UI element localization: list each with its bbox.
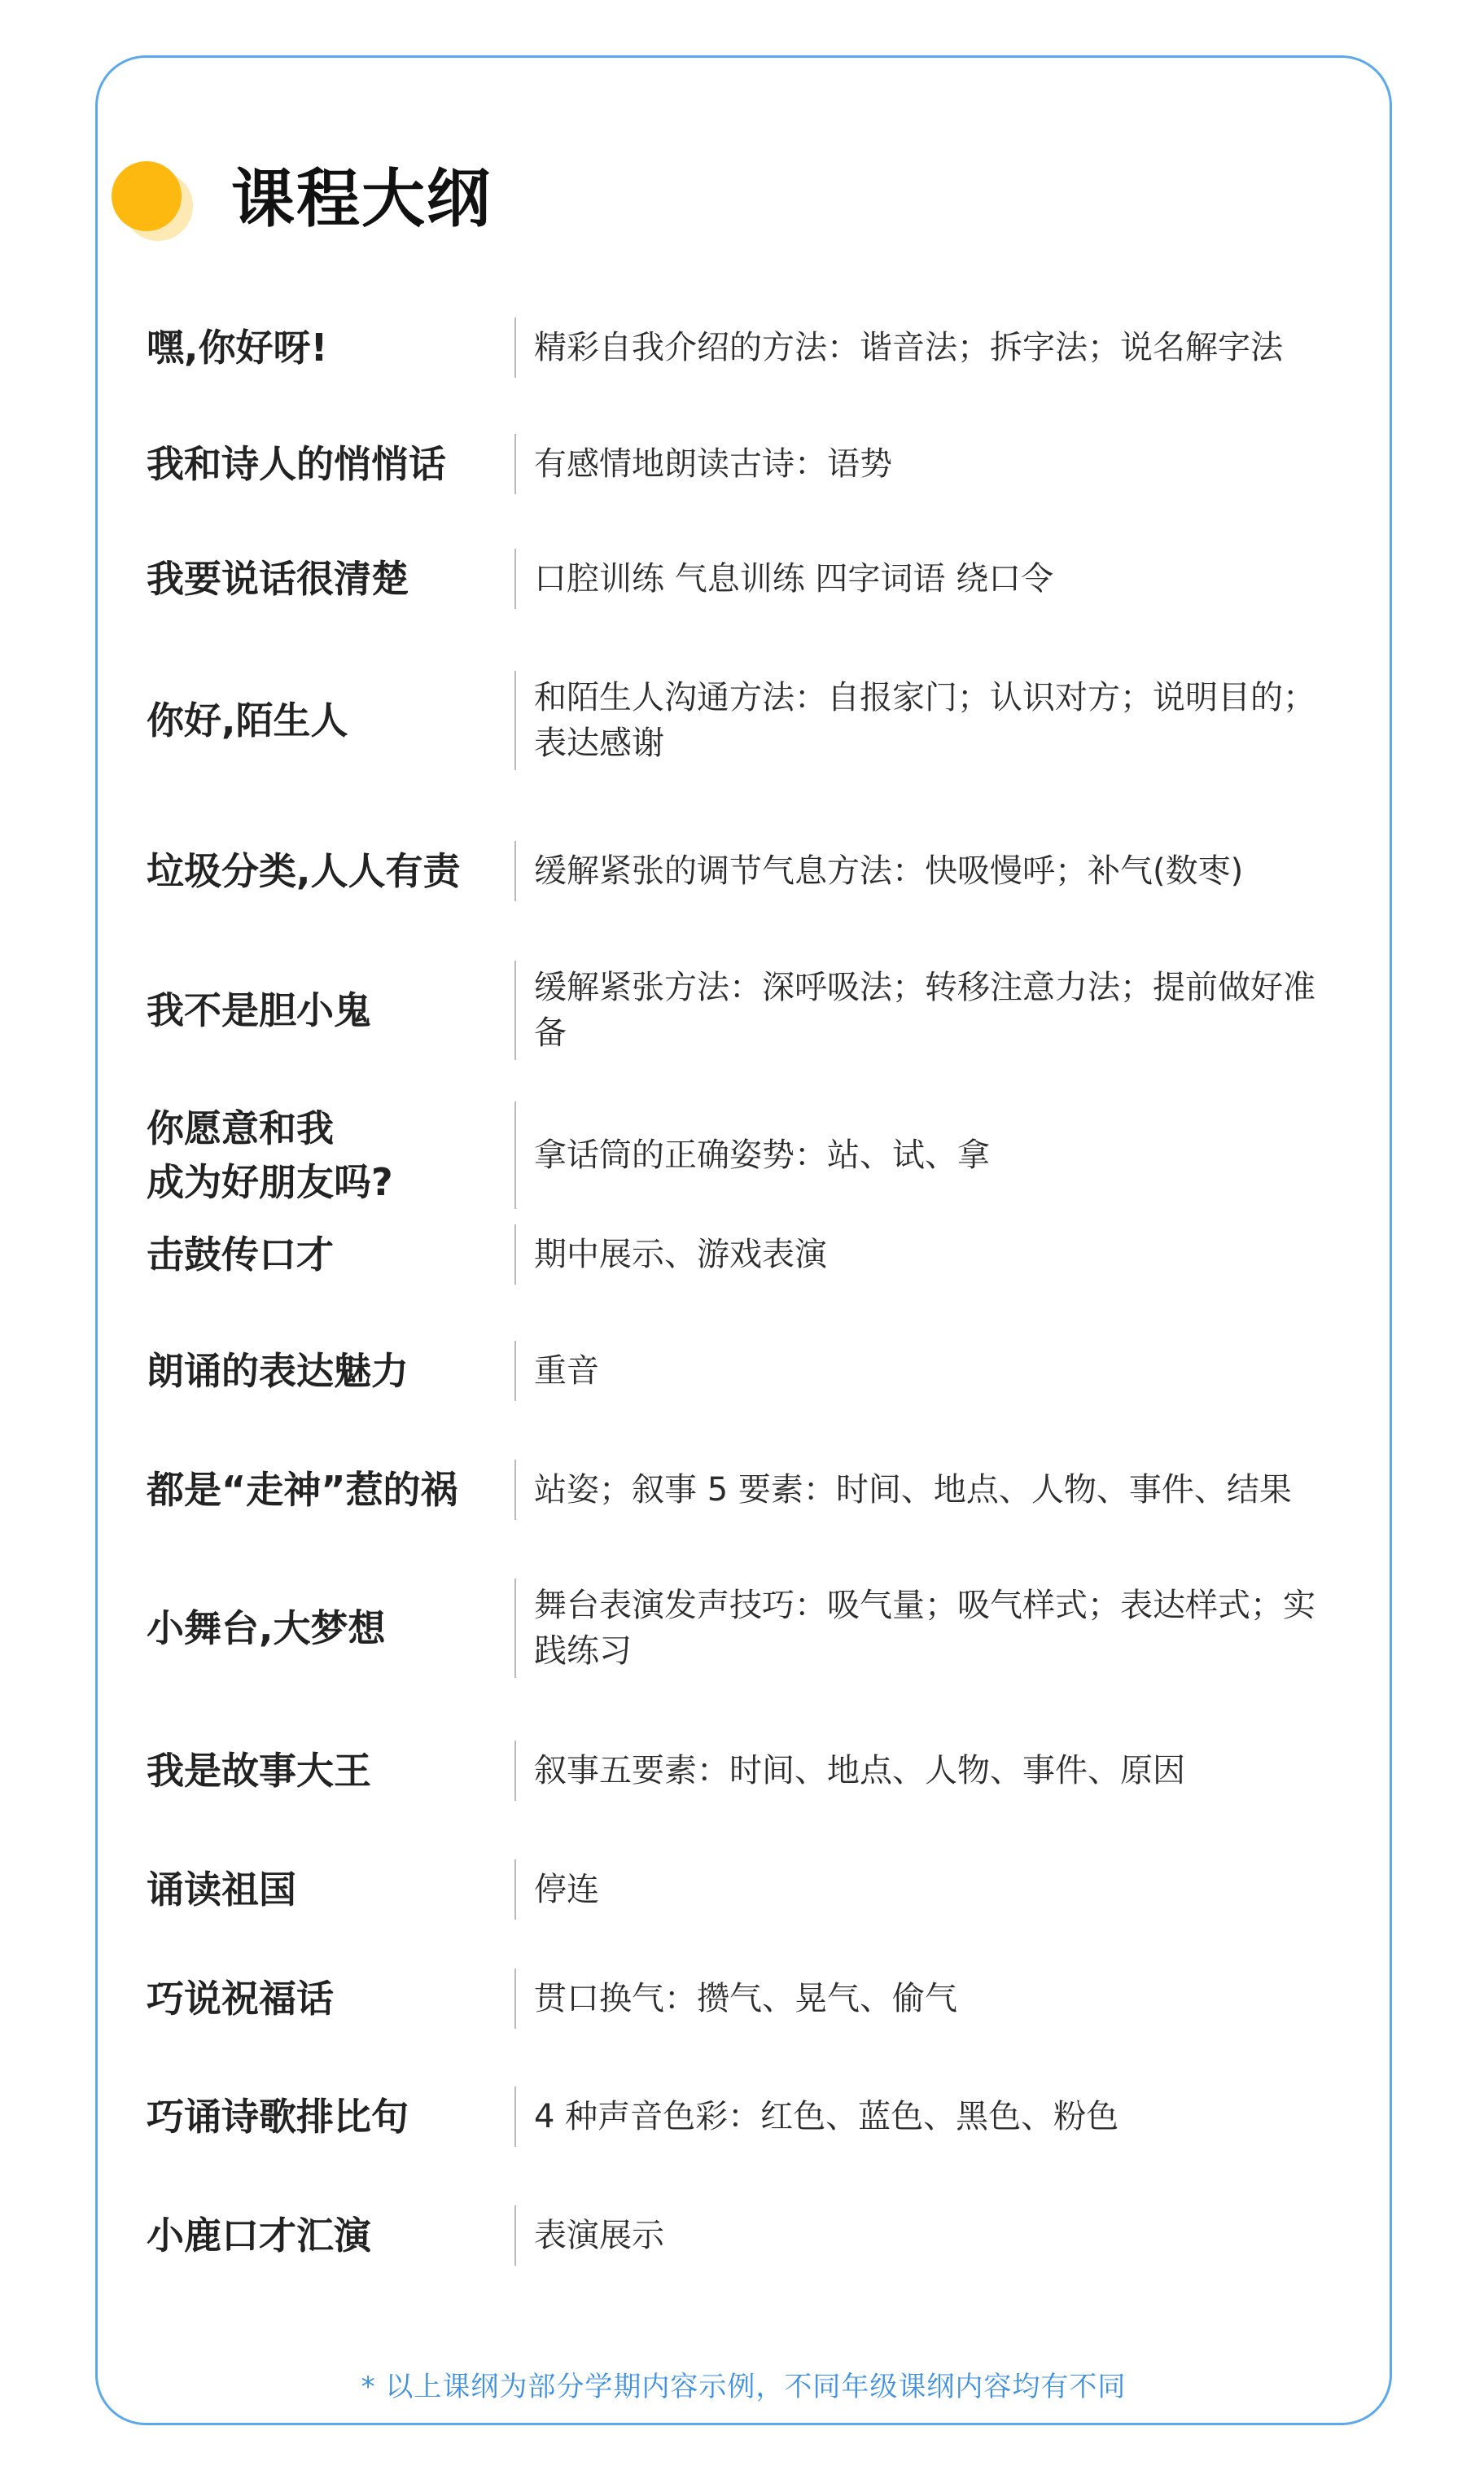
- lesson-content: 缓解紧张的调节气息方法：快吸慢呼；补气(数枣): [534, 852, 1244, 890]
- lesson-title: 你好,陌生人: [147, 699, 348, 742]
- lesson-content: 舞台表演发声技巧：吸气量；吸气样式；表达样式；实践练习: [534, 1587, 1315, 1670]
- lesson-content: 有感情地朗读古诗：语势: [534, 445, 892, 483]
- lesson-title: 都是“走神”惹的祸: [147, 1468, 458, 1512]
- list-item: [147, 1224, 1335, 1285]
- lesson-title: 小舞台,大梦想: [147, 1606, 386, 1650]
- row-divider: [514, 1101, 516, 1209]
- list-item: [147, 2087, 1335, 2147]
- lesson-content: 和陌生人沟通方法：自报家门；认识对方；说明目的；表达感谢: [534, 679, 1315, 762]
- footnote: * 以上课纲为部分学期内容示例，不同年级课纲内容均有不同: [361, 2371, 1127, 2403]
- lesson-content: 口腔训练 气息训练 四字词语 绕口令: [534, 560, 1054, 598]
- row-divider: [514, 2205, 516, 2266]
- list-item: [147, 671, 1335, 770]
- lesson-title: 击鼓传口才: [147, 1233, 334, 1277]
- row-divider: [514, 1224, 516, 1285]
- row-divider: [514, 1969, 516, 2029]
- lesson-title: 诵读祖国: [147, 1868, 296, 1912]
- lesson-content: 精彩自我介绍的方法：谐音法；拆字法；说名解字法: [534, 329, 1283, 366]
- list-item: [147, 1579, 1335, 1678]
- list-item: [147, 961, 1335, 1060]
- row-divider: [514, 841, 516, 901]
- list-item: [147, 434, 1335, 494]
- lesson-content: 重音: [534, 1352, 599, 1390]
- page-title: 课程大纲: [231, 163, 492, 236]
- row-divider: [514, 2087, 516, 2147]
- lesson-content: 4 种声音色彩：红色、蓝色、黑色、粉色: [534, 2098, 1119, 2135]
- row-divider: [514, 961, 516, 1060]
- list-item: [147, 1741, 1335, 1801]
- list-item: [147, 1460, 1335, 1520]
- lesson-title: 你愿意和我 成为好朋友吗?: [147, 1106, 393, 1204]
- lesson-title: 我是故事大王: [147, 1749, 371, 1793]
- list-item: [147, 318, 1335, 378]
- row-divider: [514, 1741, 516, 1801]
- lesson-title: 朗诵的表达魅力: [147, 1349, 409, 1393]
- row-divider: [514, 671, 516, 770]
- lesson-title: 嘿,你好呀!: [147, 326, 328, 370]
- lesson-content: 叙事五要素：时间、地点、人物、事件、原因: [534, 1752, 1185, 1789]
- lesson-content: 表演展示: [534, 2217, 664, 2254]
- lesson-content: 停连: [534, 1871, 599, 1908]
- list-item: [147, 1341, 1335, 1401]
- row-divider: [514, 1859, 516, 1920]
- lesson-content: 缓解紧张方法：深呼吸法；转移注意力法；提前做好准备: [534, 969, 1315, 1052]
- lesson-content: 拿话筒的正确姿势：站、试、拿: [534, 1136, 990, 1174]
- lesson-title: 我不是胆小鬼: [147, 988, 371, 1032]
- list-item: [147, 841, 1335, 901]
- list-item: [147, 1859, 1335, 1920]
- lesson-content: 期中展示、游戏表演: [534, 1236, 827, 1273]
- row-divider: [514, 549, 516, 609]
- row-divider: [514, 318, 516, 378]
- lesson-title: 我要说话很清楚: [147, 557, 409, 601]
- lesson-title: 巧诵诗歌排比句: [147, 2095, 409, 2139]
- row-divider: [514, 1341, 516, 1401]
- row-divider: [514, 434, 516, 494]
- list-item: [147, 1101, 1335, 1209]
- lesson-title: 小鹿口才汇演: [147, 2214, 371, 2258]
- list-item: [147, 1969, 1335, 2029]
- row-divider: [514, 1460, 516, 1520]
- list-item: [147, 2205, 1335, 2266]
- lesson-title: 垃圾分类,人人有责: [147, 849, 461, 893]
- row-divider: [514, 1579, 516, 1678]
- lesson-title: 我和诗人的悄悄话: [147, 442, 446, 486]
- lesson-title: 巧说祝福话: [147, 1977, 334, 2021]
- lesson-content: 贯口换气：攒气、晃气、偷气: [534, 1980, 957, 2017]
- list-item: [147, 549, 1335, 609]
- lesson-content: 站姿；叙事 5 要素：时间、地点、人物、事件、结果: [534, 1471, 1292, 1509]
